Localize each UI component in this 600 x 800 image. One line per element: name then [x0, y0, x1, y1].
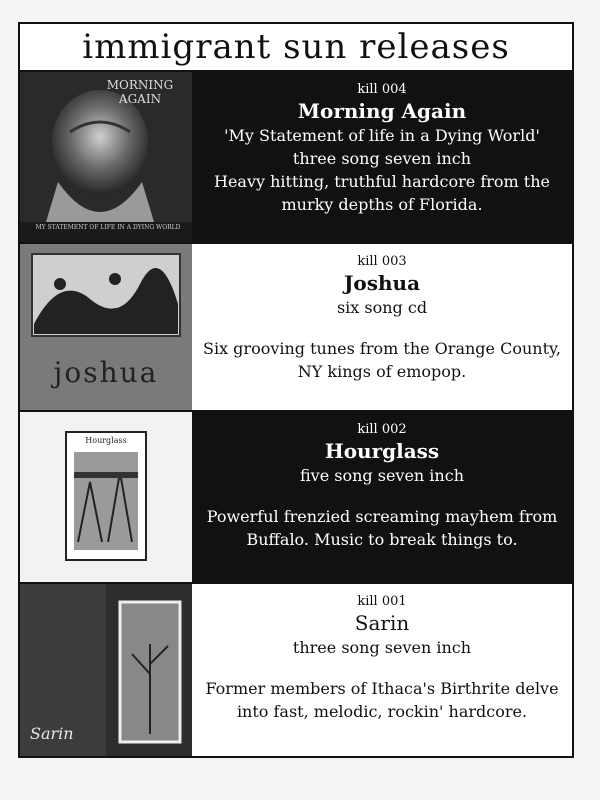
album-cover [20, 72, 192, 242]
release-name: Morning Again [297, 99, 467, 123]
release-description-line: Buffalo. Music to break things to. [246, 530, 518, 549]
release-name: Joshua [343, 271, 421, 295]
release-info [192, 584, 572, 756]
release-description-line: murky depths of Florida. [281, 195, 483, 214]
release-row [20, 582, 572, 756]
album-cover [20, 412, 192, 582]
release-subtitle: 'My Statement of life in a Dying World' [224, 126, 540, 145]
release-format: five song seven inch [299, 466, 464, 485]
release-name: Hourglass [324, 439, 440, 463]
release-info [192, 244, 572, 410]
release-format: six song cd [336, 298, 428, 317]
release-description-line: NY kings of emopop. [297, 362, 467, 381]
cover-title: joshua [53, 356, 159, 389]
catalog-number: kill 004 [357, 82, 407, 97]
release-info [192, 72, 572, 242]
release-description-line: Powerful frenzied screaming mayhem from [206, 507, 558, 526]
album-cover [20, 584, 192, 756]
release-info [192, 412, 572, 582]
flyer [18, 22, 574, 758]
cover-title: Sarin [30, 724, 74, 743]
release-description-line: Six grooving tunes from the Orange County, [202, 339, 561, 358]
catalog-number: kill 003 [357, 254, 407, 269]
release-description-line: into fast, melodic, rockin' hardcore. [236, 702, 528, 721]
release-row [20, 410, 572, 582]
cover-title: MORNING AGAIN [106, 78, 174, 106]
page-title: immigrant sun releases [82, 27, 510, 67]
album-cover [20, 244, 192, 410]
release-name: Sarin [354, 611, 410, 635]
catalog-number: kill 001 [357, 594, 407, 609]
release-row [20, 70, 572, 242]
release-description-line: Former members of Ithaca's Birthrite delve [205, 679, 559, 698]
release-format: three song seven inch [292, 149, 472, 168]
release-format: three song seven inch [292, 638, 472, 657]
cover-title: Hourglass [85, 436, 127, 445]
release-row [20, 242, 572, 410]
release-description-line: Heavy hitting, truthful hardcore from the [214, 172, 550, 191]
cover-caption: MY STATEMENT OF LIFE IN A DYING WORLD [35, 224, 181, 231]
catalog-number: kill 002 [357, 422, 407, 437]
